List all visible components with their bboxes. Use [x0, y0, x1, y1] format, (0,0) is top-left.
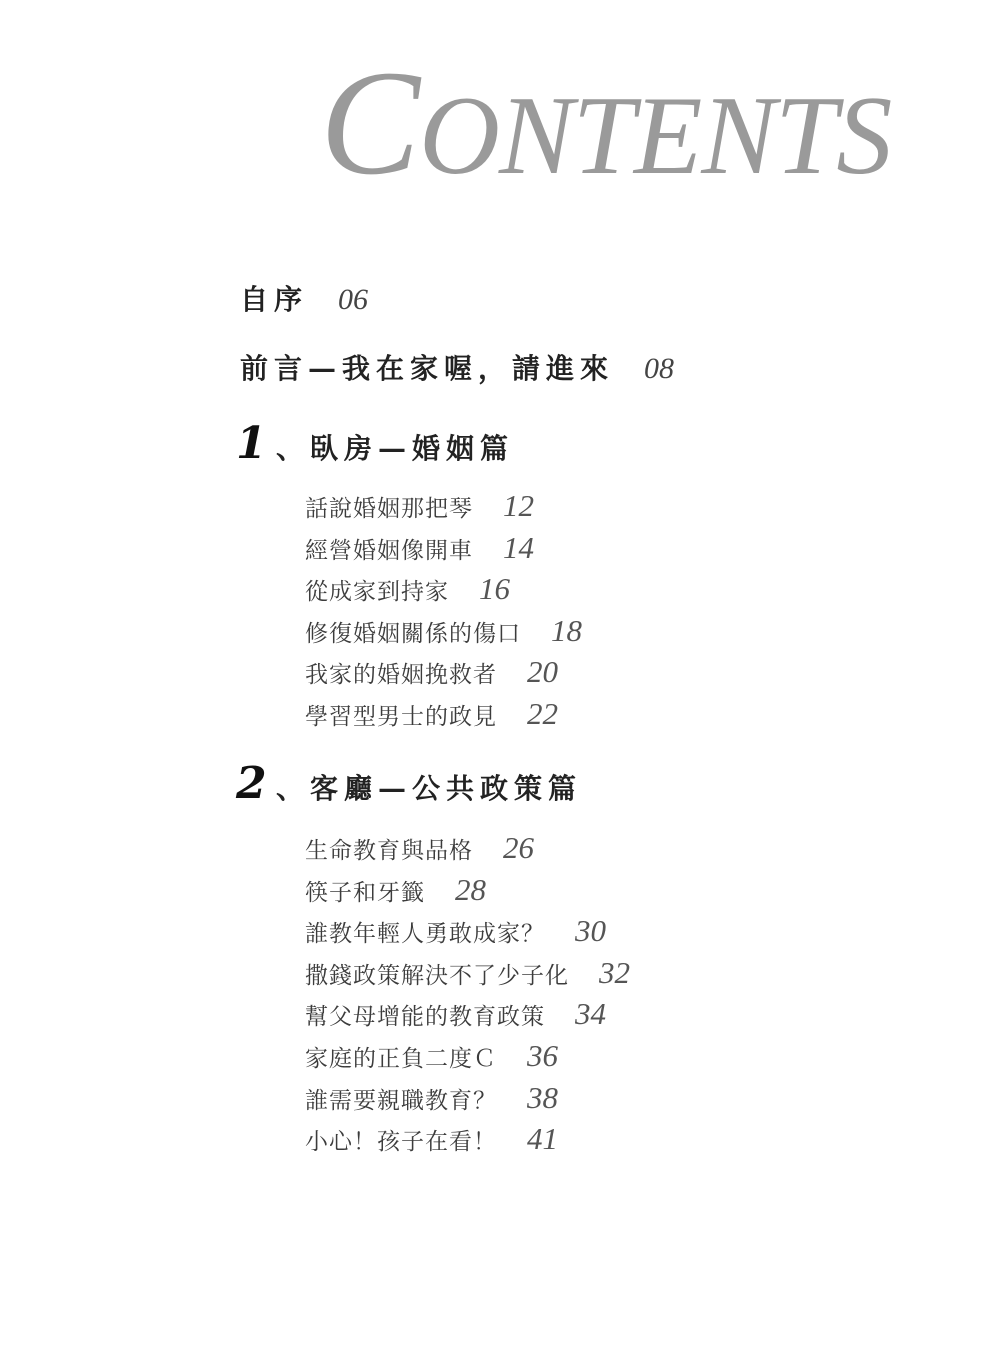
toc-item-page: 26 [503, 830, 534, 865]
toc-item[interactable] [305, 530, 582, 572]
toc-item-page: 34 [575, 996, 606, 1032]
toc-item-title: 筷子和牙籤 [305, 879, 425, 906]
toc-entry-title: 前言—我在家喔，請進來 [240, 352, 615, 385]
contents-heading-cap: C [320, 40, 420, 206]
toc-item-title: 經營婚姻像開車 [305, 537, 473, 564]
toc-item[interactable] [305, 996, 630, 1038]
toc-item-page: 30 [575, 913, 606, 949]
toc-item-title: 學習型男士的政見 [305, 703, 497, 730]
toc-item-title: 幫父母增能的教育政策 [305, 1004, 545, 1031]
toc-item[interactable] [305, 1080, 630, 1122]
toc-item-title: 小心！孩子在看！ [305, 1129, 497, 1156]
toc-entry-page: 08 [644, 352, 675, 385]
section-title: 、臥房—婚姻篇 [276, 432, 515, 465]
toc-item-page: 22 [527, 695, 558, 731]
toc-item-title: 從成家到持家 [305, 579, 449, 606]
toc-item-page: 16 [479, 571, 510, 607]
toc-item-page: 38 [527, 1079, 558, 1115]
toc-item-page: 12 [503, 488, 534, 523]
toc-entry-title: 自序 [240, 283, 309, 316]
toc-item-title: 誰教年輕人勇敢成家？ [305, 921, 545, 948]
toc-entry-preface[interactable] [240, 278, 368, 318]
toc-item-page: 20 [527, 654, 558, 690]
toc-item[interactable] [305, 1121, 630, 1163]
contents-heading [320, 40, 892, 206]
toc-item[interactable] [305, 872, 630, 914]
toc-item-page: 18 [551, 612, 582, 648]
toc-item-page: 14 [503, 529, 534, 565]
toc-item-title: 生命教育與品格 [305, 838, 473, 864]
section-number: 2 [236, 758, 267, 809]
toc-item-page: 41 [527, 1121, 558, 1157]
section-title: 、客廳—公共政策篇 [276, 772, 583, 805]
toc-item[interactable] [305, 488, 582, 530]
toc-item-title: 撒錢政策解決不了少子化 [305, 962, 569, 989]
toc-item[interactable] [305, 654, 582, 696]
toc-item[interactable] [305, 613, 582, 655]
toc-item-page: 36 [527, 1037, 558, 1073]
section-heading-2[interactable] [236, 758, 582, 809]
section-number: 1 [236, 418, 267, 469]
toc-item-title: 誰需要親職教育？ [305, 1087, 497, 1114]
section-1-list [305, 488, 582, 738]
toc-item[interactable] [305, 1038, 630, 1080]
toc-item[interactable] [305, 955, 630, 997]
toc-item-title: 我家的婚姻挽救者 [305, 662, 497, 689]
toc-item-page: 28 [455, 871, 486, 907]
section-2-list [305, 830, 630, 1163]
toc-item-page: 32 [599, 954, 630, 990]
toc-item-title: 修復婚姻關係的傷口 [305, 620, 521, 647]
section-heading-1[interactable] [236, 418, 514, 469]
toc-item[interactable] [305, 571, 582, 613]
toc-item[interactable] [305, 913, 630, 955]
toc-item-title: 話說婚姻那把琴 [305, 496, 473, 522]
toc-item-title: 家庭的正負二度Ｃ [305, 1045, 497, 1072]
toc-entry-page: 06 [338, 283, 369, 316]
toc-item[interactable] [305, 830, 630, 872]
contents-heading-rest: ONTENTS [419, 74, 892, 198]
toc-item[interactable] [305, 696, 582, 738]
toc-entry-foreword[interactable] [240, 347, 674, 387]
